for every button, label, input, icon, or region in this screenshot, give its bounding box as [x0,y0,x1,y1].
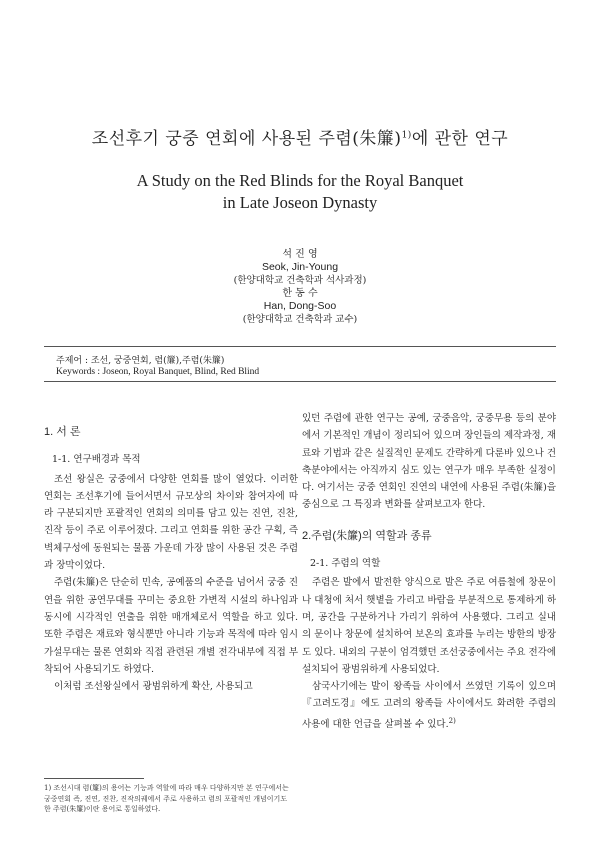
footnote-mark-2: 2) [448,716,456,725]
title-english-line-2: in Late Joseon Dynasty [222,193,378,212]
section-1-paragraph-3-continued: 있던 주렴에 관한 연구는 공예, 궁중음악, 궁중무용 등의 분야에서 기본적인 개념이 정리되어 있으며 장인들의 제작과정, 재료와 기법과 같은 실질적인 문제도 간략하게 다룬바 있으나 건축분야에서는 아직까지 심도 있는 연구가 매우 부족한 실정이다. 여기서는 궁중 연회인 진연의 내연에 사용된 주렴(朱簾)을 중심으로 그 특징과 변화를 살펴보고자 한다. [302,413,556,511]
left-column [44,410,298,695]
section-2-heading: 2.주렴(朱簾)의 역할과 종류 [302,529,432,542]
keywords-korean: 주제어 : 조선, 궁중연회, 렴(簾),주렴(朱簾) [56,356,225,366]
section-2-paragraph-1: 주렴은 발에서 발전한 양식으로 발은 주로 여름철에 창문이나 대청에 처서 햇볕을 가리고 바람을 부분적으로 통제하게 하며, 공간을 구분하거나 가리기 위하여 사용했다. 그리고 실내의 문이나 창문에 설치하여 보온의 효과를 누리는 방한의 방장도 있다. 내외의 구분이 엄격했던 조선궁중에서는 주요 전각에 설치되어 광범위하게 사용되었다. [302,577,556,675]
section-2-paragraph-2: 삼국사기에는 발이 왕족들 사이에서 쓰였던 기록이 있으며 『고려도경』에도 고려의 왕족들 사이에서도 화려한 주렴의 사용에 대한 언급을 살펴볼 수 있다.$^{2)}$ [302,681,556,730]
author-2-affiliation: (한양대학교 건축학과 교수) [242,314,358,325]
section-1-paragraph-1: 조선 왕실은 궁중에서 다양한 연회를 많이 열었다. 이러한 연회는 조선후기에 들어서면서 규모상의 차이와 참여자에 따라 구분되지만 포괄적인 연회의 의미를 담고 있는 진연, 진찬, 진작 등이 주로 이루어졌다. 그리고 연회를 위한 공간 구획, 즉 벽체구성에 동원되는 물품 가운데 가장 많이 사용된 것은 주렴과 장막이었다. [44,473,298,572]
paper-title-korean: 조선후기 궁중 연회에 사용된 주렴(朱簾)$^{1)}$에 관한 연구 [91,129,509,149]
author-2-name-ko: 한 동 수 [282,288,318,299]
section-1-paragraph-2: 주렴(朱簾)은 단순히 민속, 공예품의 수준을 넘어서 궁중 진연을 위한 공연무대를 꾸미는 중요한 가변적 시설의 하나임과 동시에 시각적인 연출을 위한 매개체로서 역할을 하고 있다. 또한 주렴은 재료와 형식뿐만 아니라 기능과 목적에 따라 임시가설무대는 물론 연회와 직접 관련된 개별 전각내부에 직접 부착되어 사용되기도 하였다. [44,577,298,675]
section-1-paragraph-3: 이처럼 조선왕실에서 광범위하게 확산, 사용되고 [54,681,253,693]
keywords-box [44,346,556,382]
right-column [302,410,556,733]
footnote-rule [44,778,144,779]
keywords-english: Keywords : Joseon, Royal Banquet, Blind, Red Blind [56,367,260,377]
title-footnote-mark: 1) [401,130,412,141]
author-1-name-ko: 석 진 영 [282,249,318,260]
author-1-name-en: Seok, Jin-Young [261,261,339,273]
section-1-1-heading: 1-1. 연구배경과 목적 [52,454,141,466]
section-1-heading: 1. 서 론 [44,426,81,438]
author-1-affiliation: (한양대학교 건축학과 석사과정) [233,275,367,286]
paper-title-english [0,170,600,214]
author-block [0,248,600,326]
section-2-1-heading: 2-1. 주렴의 역할 [310,558,381,570]
title-english-line-1: A Study on the Red Blinds for the Royal Banquet [136,171,464,190]
author-2-name-en: Han, Dong-Soo [263,300,337,312]
footnote-1: 1) 조선시대 렴(簾)의 용어는 기능과 역할에 따라 매우 다양하지만 본 연구에서는 궁중연회 즉, 진연, 진찬, 진작의궤에서 주로 사용하고 렴의 포괄적인 개념이기도 한 주렴(朱簾)이란 용어로 통일하였다. [44,784,289,813]
